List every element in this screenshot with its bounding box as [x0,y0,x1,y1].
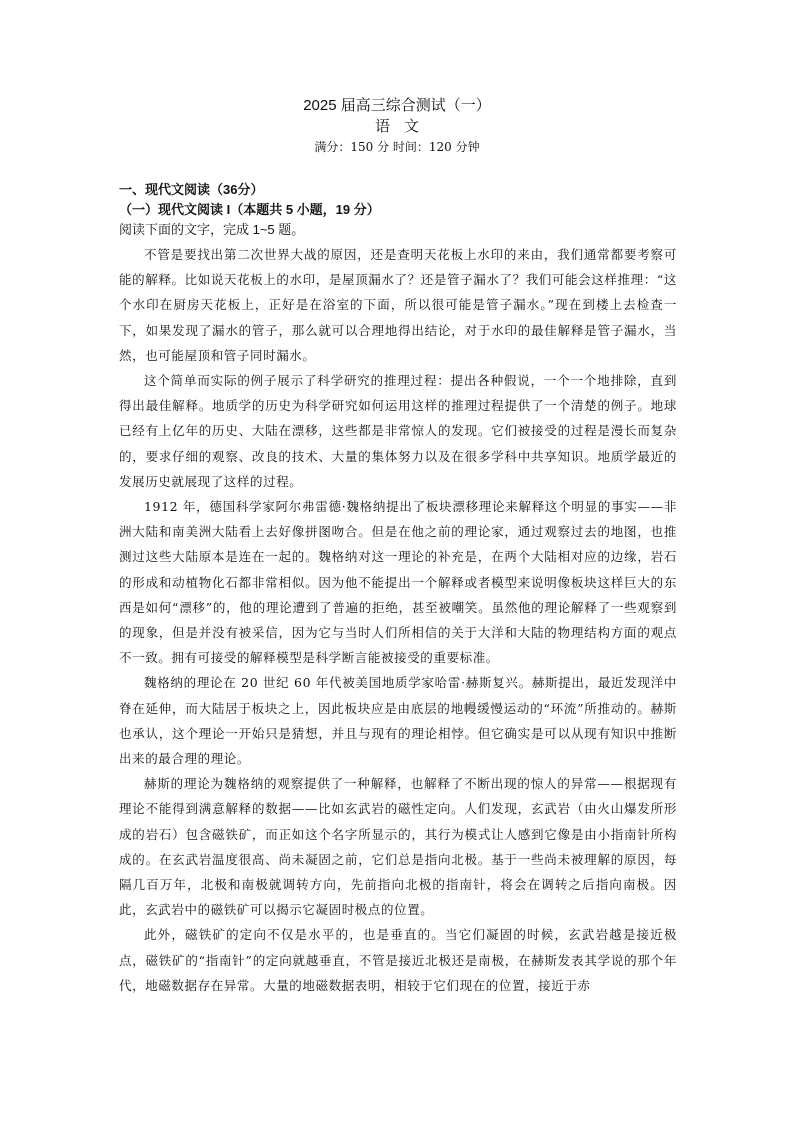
exam-subject: 语文 [374,117,433,135]
paragraph: 此外，磁铁矿的定向不仅是水平的，也是垂直的。当它们凝固的时候，玄武岩越是接近极点，磁铁矿的“指南针”的定向就越垂直，不管是接近北极还是南极，在赫斯发表其学说的那个年代，地磁数据存在异常。大量的地磁数据表明，相较于它们现在的位置，接近于赤 [119,927,677,993]
paragraph: 赫斯的理论为魏格纳的观察提供了一种解释，也解释了不断出现的惊人的异常——根据现有理论不能得到满意解释的数据——比如玄武岩的磁性定向。人们发现，玄武岩（由火山爆发所形成的岩石）包含磁铁矿，而正如这个名字所显示的，其行为模式让人感到它像是由小指南针所构成的。在玄武岩温度很高、尚未凝固之前，它们总是指向北极。基于一些尚未被理解的原因，每隔几百万年，北极和南极就调转方向，先前指向北极的指南针，将会在调转之后指向南极。因此，玄武岩中的磁铁矿可以揭示它凝固时极点的位置。 [119,776,677,918]
reading-passage [119,242,677,998]
paragraph: 1912 年，德国科学家阿尔弗雷德·魏格纳提出了板块漂移理论来解释这个明显的事实——非洲大陆和南美洲大陆看上去好像拼图吻合。但是在他之前的理论家，通过观察过去的地图，也推测过这些大陆原本是连在一起的。魏格纳对这一理论的补充是，在两个大陆相对应的边缘，岩石的形成和动植物化石都非常相似。因为他不能提出一个解释或者模型来说明像板块这样巨大的东西是如何“漂移”的，他的理论遭到了普遍的拒绝，甚至被嘲笑。虽然他的理论解释了一些观察到的现象，但是并没有被采信，因为它与当时人们所相信的关于大洋和大陆的物理结构方面的观点不一致。拥有可接受的解释模型是科学断言能被接受的重要标准。 [119,499,677,666]
paragraph: 这个简单而实际的例子展示了科学研究的推理过程：提出各种假说，一个一个地排除，直到得出最佳解释。地质学的历史为科学研究如何运用这样的推理过程提供了一个清楚的例子。地球已经有上亿年的历史、大陆在漂移，这些都是非常惊人的发现。它们被接受的过程是漫长而复杂的，要求仔细的观察、改良的技术、大量的集体努力以及在很多学科中共享知识。地质学最近的发展历史就展现了这样的过程。 [119,373,677,489]
exam-title: 2025 届高三综合测试（一） [303,97,491,114]
section-heading: 一、现代文阅读（36分） [119,182,264,197]
exam-meta: 满分：150 分 时间：120 分钟 [314,140,480,154]
paragraph: 不管是要找出第二次世界大战的原因，还是查明天花板上水印的来由，我们通常都要考察可能的解释。比如说天花板上的水印，是屋顶漏水了？还是管子漏水了？我们可能会这样推理：“这个水印在厨房天花板上，正好是在浴室的下面，所以很可能是管子漏水。”现在到楼上去检查一下，如果发现了漏水的管子，那么就可以合理地得出结论，对于水印的最佳解释是管子漏水，当然，也可能屋顶和管子同时漏水。 [119,247,677,363]
subsection-heading: （一）现代文阅读 I（本题共 5 小题，19 分） [119,202,380,217]
instruction-text: 阅读下面的文字，完成 1~5 题。 [119,222,305,237]
paragraph: 魏格纳的理论在 20 世纪 60 年代被美国地质学家哈雷·赫斯复兴。赫斯提出，最近发现洋中脊在延伸，而大陆居于板块之上，因此板块应是由底层的地幔缓慢运动的“环流”所推动的。赫斯也承认，这个理论一开始只是猜想，并且与现有的理论相悖。但它确实是可以从现有知识中推断出来的最合理的理论。 [119,675,677,767]
